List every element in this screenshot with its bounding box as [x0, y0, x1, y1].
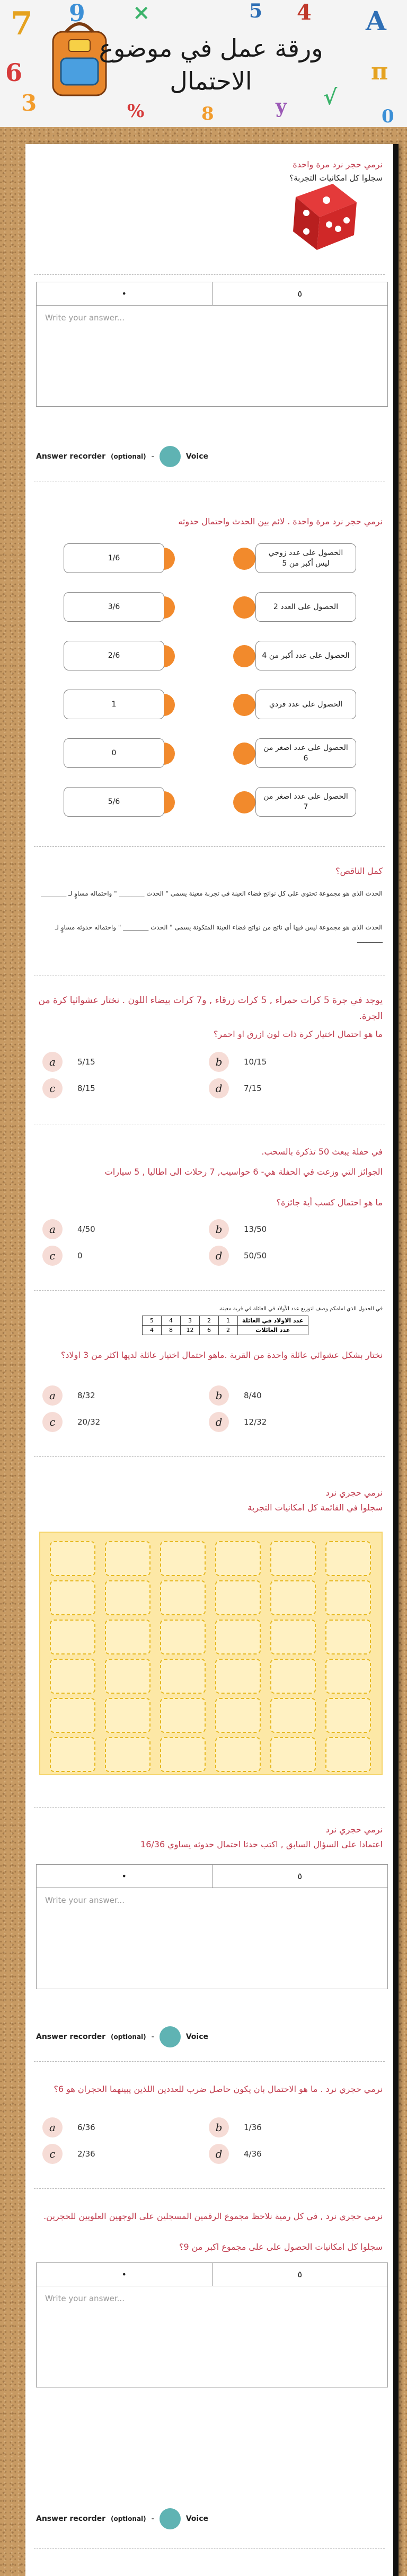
option-letter: c [42, 2144, 63, 2164]
option-text: 8/32 [77, 1391, 95, 1400]
question-4-title: يوجد في جرة 5 كرات حمراء , 5 كرات زرقاء , و7 كرات بيضاء اللون . نختار عشوائيا كرة من الجرة. [38, 995, 383, 1022]
grid-cell[interactable] [50, 1698, 95, 1733]
voice-label: Voice [185, 452, 208, 461]
fill-blank-sentence-2[interactable]: الحدث الذي هو مجموعة ليس فيها أي ناتج من نواتج فضاء العينة المتكونة يسمى " الحدث ________ " واحتماله حدوثه مساوٍ لـ ________ [55, 924, 383, 943]
math-symbol-6: 6 [5, 58, 23, 87]
match-handle-event-3[interactable] [233, 645, 255, 667]
grid-cell[interactable] [325, 1541, 371, 1576]
voice-label: Voice [185, 2033, 208, 2041]
option-d[interactable] [209, 1078, 262, 1098]
recorder-optional: (optional) [110, 453, 146, 460]
table-cell: 2 [219, 1326, 238, 1335]
grid-cell[interactable] [160, 1659, 206, 1694]
option-text: 2/36 [77, 2149, 95, 2159]
divider [34, 274, 385, 275]
question-8-subtitle: اعتمادا على السؤال السابق , اكتب حدثا احتمال حدوثه يساوي 16/36 [140, 1839, 383, 1849]
option-a[interactable] [42, 1385, 95, 1406]
option-text: 50/50 [244, 1251, 267, 1260]
table-cell: 8 [162, 1326, 181, 1335]
grid-cell[interactable] [160, 1541, 206, 1576]
table-row-label: عدد الاولاد في العائلة [238, 1316, 308, 1326]
answer-recorder-q1[interactable] [36, 446, 208, 467]
option-d[interactable] [209, 1412, 267, 1432]
option-letter: d [209, 2144, 229, 2164]
option-text: 6/36 [77, 2123, 95, 2132]
divider [34, 2061, 385, 2062]
option-text: 10/15 [244, 1057, 267, 1067]
match-handle-event-2[interactable] [233, 596, 255, 619]
table-cell: 4 [162, 1316, 181, 1326]
recorder-optional: (optional) [110, 2515, 146, 2523]
table-cell: 5 [143, 1316, 162, 1326]
answer-recorder-q10[interactable] [36, 2508, 208, 2529]
table-cell: 6 [200, 1326, 219, 1335]
column-header-five: ٥ [212, 282, 388, 305]
grid-cell[interactable] [215, 1580, 261, 1615]
option-text: 1/36 [244, 2123, 262, 2132]
math-symbol-3: 3 [21, 90, 37, 116]
option-d[interactable] [209, 2144, 262, 2164]
family-table [142, 1316, 308, 1335]
column-header-dot: • [121, 289, 127, 299]
option-text: 4/36 [244, 2149, 262, 2159]
answer-recorder-q8[interactable] [36, 2026, 208, 2047]
option-b[interactable] [209, 2117, 262, 2137]
answer-table-q1[interactable] [36, 282, 388, 407]
answer-input-q1[interactable]: Write your answer... [45, 313, 125, 323]
answer-input-q10[interactable]: Write your answer... [45, 2294, 125, 2303]
option-a[interactable] [42, 1052, 95, 1072]
question-5-detail: الجوائز التي وزعت في الحفلة هي- 6 حواسيب, 7 رحلات الى اطاليا , 5 سيارات [104, 1167, 383, 1177]
grid-cell[interactable] [105, 1541, 151, 1576]
math-symbol-9: 9 [69, 0, 85, 27]
grid-cell[interactable] [270, 1541, 316, 1576]
option-text: 13/50 [244, 1224, 267, 1234]
option-letter: d [209, 1246, 229, 1266]
option-letter: c [42, 1246, 63, 1266]
voice-label: Voice [185, 2515, 208, 2523]
table-row-label: عدد العائلات [238, 1326, 308, 1335]
option-a[interactable] [42, 2117, 95, 2137]
probability-box-2[interactable]: 3/6 [64, 592, 164, 622]
grid-cell[interactable] [270, 1620, 316, 1654]
event-box-4[interactable]: الحصول على عدد فردي [255, 690, 356, 719]
question-5-subtitle: ما هو احتمال كسب أية جائزة؟ [276, 1197, 383, 1208]
answer-table-q10[interactable] [36, 2262, 388, 2387]
option-c[interactable] [42, 1412, 100, 1432]
recorder-optional: (optional) [110, 2033, 146, 2041]
record-button-icon[interactable] [160, 2508, 181, 2529]
answer-table-q8[interactable] [36, 1864, 388, 1989]
recorder-label: Answer recorder [36, 2515, 105, 2523]
divider [34, 2548, 385, 2549]
option-letter: c [42, 1078, 63, 1098]
math-symbol-root: √ [323, 85, 338, 110]
grid-cell[interactable] [325, 1659, 371, 1694]
grid-cell[interactable] [270, 1698, 316, 1733]
grid-cell[interactable] [160, 1620, 206, 1654]
grid-cell[interactable] [270, 1737, 316, 1772]
possibilities-grid[interactable] [25, 1532, 399, 1781]
column-header-five: ٥ [212, 2263, 388, 2286]
recorder-dash: - [151, 2515, 154, 2523]
match-handle-event-1[interactable] [233, 548, 255, 570]
divider [34, 1456, 385, 1457]
fill-blank-sentence-1[interactable]: الحدث الذي هو مجموعة تحتوي على كل نواتج فضاء العينة في تجربة معينة يسمى " الحدث ________ " واحتماله مساوٍ لـ ________ [41, 890, 383, 897]
probability-box-5[interactable]: 0 [64, 738, 164, 768]
event-box-5[interactable]: الحصول على عدد اصغر من 6 [255, 738, 356, 768]
option-letter: b [209, 1385, 229, 1406]
option-text: 7/15 [244, 1084, 262, 1093]
event-box-6[interactable]: الحصول على عدد اصغر من 7 [255, 787, 356, 817]
option-letter: a [42, 1052, 63, 1072]
match-handle-event-6[interactable] [233, 791, 255, 813]
question-2-title: نرمي حجر نرد مرة واحدة . لائم بين الحدث واحتمال حدوثه [178, 516, 383, 526]
question-6-title: نختار بشكل عشوائي عائلة واحدة من القرية .ماهو احتمال اختيار عائلة لديها اكثر من 3 اولاد؟ [60, 1350, 383, 1360]
grid-cell[interactable] [325, 1580, 371, 1615]
grid-cell[interactable] [160, 1698, 206, 1733]
grid-cell[interactable] [50, 1580, 95, 1615]
question-3-title: كمل الناقص؟ [335, 866, 383, 876]
option-text: 8/40 [244, 1391, 262, 1400]
match-handle-event-5[interactable] [233, 743, 255, 765]
divider [34, 2188, 385, 2189]
grid-cell[interactable] [105, 1737, 151, 1772]
recorder-dash: - [151, 2033, 154, 2041]
table-cell: 3 [181, 1316, 200, 1326]
math-symbol-times: × [132, 0, 151, 25]
math-symbol-y: y [276, 95, 287, 118]
option-letter: c [42, 1412, 63, 1432]
red-dice-icon [285, 176, 365, 255]
recorder-dash: - [151, 452, 154, 461]
match-handle-event-4[interactable] [233, 694, 255, 716]
probability-box-4[interactable]: 1 [64, 690, 164, 719]
question-10-subtitle: سجلوا كل امكانيات الحصول على على مجموع اكبر من 9؟ [179, 2242, 383, 2252]
option-letter: b [209, 1219, 229, 1239]
record-button-icon[interactable] [160, 2026, 181, 2047]
answer-input-q8[interactable]: Write your answer... [45, 1895, 125, 1905]
grid-cell[interactable] [50, 1659, 95, 1694]
question-1-title: نرمي حجر نرد مرة واحدة [293, 159, 383, 169]
grid-cell[interactable] [215, 1659, 261, 1694]
probability-box-6[interactable]: 5/6 [64, 787, 164, 817]
record-button-icon[interactable] [160, 446, 181, 467]
column-header-five: ٥ [212, 1865, 388, 1888]
question-10-title: نرمي حجري نرد , في كل رمية نلاحظ مجموع الرقمين المسجلين على الوجهين العلويين للحجرين. [43, 2211, 383, 2221]
grid-cell[interactable] [270, 1659, 316, 1694]
worksheet-sheet [25, 144, 399, 2576]
math-symbol-7: 7 [11, 5, 33, 42]
option-b[interactable] [209, 1052, 267, 1072]
grid-cell[interactable] [105, 1659, 151, 1694]
option-d[interactable] [209, 1246, 267, 1266]
option-letter: b [209, 2117, 229, 2137]
question-5-title: في حفلة يبعث 50 تذكرة بالسحب. [261, 1147, 383, 1157]
table-cell: 4 [143, 1326, 162, 1335]
grid-cell[interactable] [160, 1737, 206, 1772]
table-cell: 12 [181, 1326, 200, 1335]
option-letter: a [42, 1219, 63, 1239]
math-symbol-a: A [366, 5, 386, 37]
math-symbol-8: 8 [201, 103, 214, 124]
option-text: 20/32 [77, 1417, 101, 1427]
grid-cell[interactable] [325, 1698, 371, 1733]
math-symbol-4: 4 [297, 0, 312, 25]
option-b[interactable] [209, 1219, 267, 1239]
grid-cell[interactable] [215, 1620, 261, 1654]
grid-cell[interactable] [50, 1541, 95, 1576]
question-1-subtitle: سجلوا كل امكانيات التجربة؟ [289, 173, 383, 183]
grid-cell[interactable] [270, 1580, 316, 1615]
option-c[interactable] [42, 2144, 95, 2164]
divider [34, 1807, 385, 1808]
question-7-title: نرمي حجري نرد [325, 1488, 383, 1498]
table-cell: 2 [200, 1316, 219, 1326]
option-b[interactable] [209, 1385, 262, 1406]
recorder-label: Answer recorder [36, 452, 105, 461]
question-4-subtitle: ما هو احتمال اختيار كرة ذات لون ازرق او احمر؟ [213, 1029, 383, 1039]
grid-cell[interactable] [50, 1737, 95, 1772]
grid-cell[interactable] [160, 1580, 206, 1615]
question-8-title: نرمي حجري نرد [325, 1824, 383, 1835]
grid-cell[interactable] [215, 1541, 261, 1576]
event-box-3[interactable]: الحصول على عدد أكبر من 4 [255, 641, 356, 670]
column-header-dot: • [121, 2269, 127, 2279]
question-7-subtitle: سجلوا في القائمة كل امكانيات التجربة [247, 1502, 383, 1513]
probability-box-1[interactable]: 1/6 [64, 543, 164, 573]
grid-cell[interactable] [105, 1698, 151, 1733]
question-9-title: نرمي حجري نرد . ما هو الاحتمال بان يكون حاصل ضرب للعددين اللذين يبينهما الحجران هو 6؟ [54, 2084, 383, 2094]
worksheet-banner [0, 0, 407, 127]
table-caption: في الجدول الذي امامكم وصف لتوزيع عدد الأولاد في العائلة في قرية معينة. [218, 1306, 383, 1312]
option-letter: d [209, 1412, 229, 1432]
option-c[interactable] [42, 1078, 95, 1098]
math-symbol-0: 0 [382, 106, 394, 127]
option-letter: b [209, 1052, 229, 1072]
option-text: 0 [77, 1251, 83, 1260]
event-box-1[interactable]: الحصول على عدد زوجي ليس أكبر من 5 [255, 543, 356, 573]
option-text: 8/15 [77, 1084, 95, 1093]
option-a[interactable] [42, 1219, 95, 1239]
grid-cell[interactable] [325, 1620, 371, 1654]
option-letter: d [209, 1078, 229, 1098]
table-cell: 1 [219, 1316, 238, 1326]
option-letter: a [42, 2117, 63, 2137]
divider [34, 846, 385, 847]
math-symbol-pi: π [371, 58, 388, 85]
grid-cell[interactable] [105, 1620, 151, 1654]
probability-box-3[interactable]: 2/6 [64, 641, 164, 670]
grid-cell[interactable] [325, 1737, 371, 1772]
event-box-2[interactable]: الحصول على العدد 2 [255, 592, 356, 622]
divider [34, 1290, 385, 1291]
grid-cell[interactable] [215, 1737, 261, 1772]
option-c[interactable] [42, 1246, 83, 1266]
column-header-dot: • [121, 1871, 127, 1881]
grid-cell[interactable] [105, 1580, 151, 1615]
math-symbol-percent: % [127, 101, 145, 122]
math-symbol-5: 5 [249, 0, 263, 22]
option-letter: a [42, 1385, 63, 1406]
option-text: 12/32 [244, 1417, 267, 1427]
worksheet-title: ورقة عمل في موضوع الاحتمال [99, 34, 323, 95]
option-text: 5/15 [77, 1057, 95, 1067]
recorder-label: Answer recorder [36, 2033, 105, 2041]
option-text: 4/50 [77, 1224, 95, 1234]
grid-cell[interactable] [50, 1620, 95, 1654]
grid-cell[interactable] [215, 1698, 261, 1733]
